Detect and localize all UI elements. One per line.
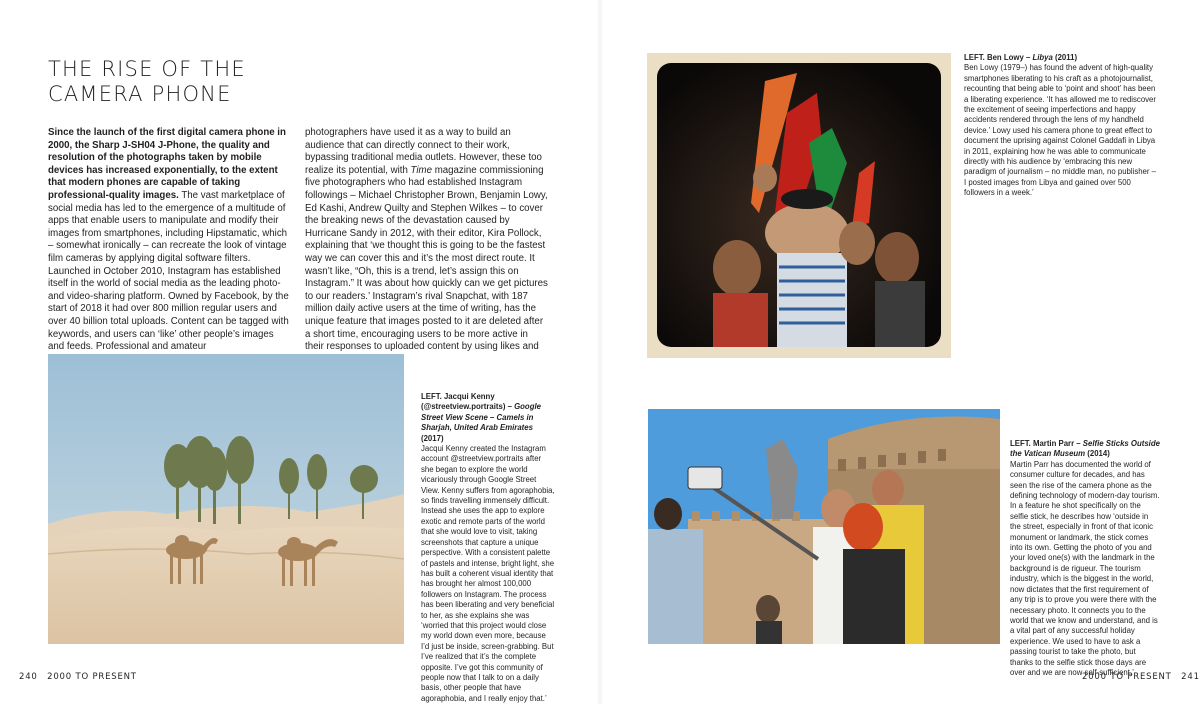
page-number-left: 240 bbox=[19, 672, 38, 682]
caption-kenny-title: Google Street View Scene – Camels in Sharjah, United Arab Emirates bbox=[421, 402, 541, 433]
camels-desert-photo bbox=[48, 354, 404, 644]
page-number-right: 241 bbox=[1181, 672, 1200, 682]
time-magazine-italic: Time bbox=[410, 164, 432, 176]
libya-protest-photo bbox=[647, 53, 951, 358]
body-column-2 bbox=[305, 127, 549, 366]
caption-kenny-head: LEFT. Jacqui Kenny (@streetview.portraits) – bbox=[421, 392, 515, 412]
body-column-2-text-b: magazine commissioning five photographers who had established Instagram followings – Michael Christopher Brown, Benjamin Lowy, Ed Kashi, Andrew Quilty and Stephen Wilkes – to cover the breaking news of the devastation caused by Hurricane Sandy in 2012, with their editor, Kira Pollock, explaining that ‘we thought this is going to be the fastest way we can cover this and it’s the most direct route. It wasn’t like, “Oh, this is a trend, let’s assign this on Instagram.” It was about how quickly can we get pictures to our readers.’ Instagram’s rival Snapchat, with 187 million daily active users at the time of writing, has the unique feature that images posted to it are deleted after a short time, encouraging users to be more active in their responses to uploaded content by using likes and bbox=[305, 164, 548, 353]
lead-paragraph: Since the launch of the first digital camera phone in 2000, the Sharp J-SH04 J-Phone, the quality and resolution of the photographs taken by mobile devices has increased exponentially, to the extent that modern phones are capable of taking professional-quality images. bbox=[48, 127, 286, 201]
caption-parr bbox=[1010, 439, 1160, 678]
selfie-stick-vatican-photo bbox=[648, 409, 1000, 644]
right-page bbox=[600, 0, 1200, 704]
caption-lowy-text: Ben Lowy (1979–) has found the advent of high-quality smartphones liberating to his craft as a photojournalist, recounting that being able to ‘point and shoot’ has been a liberating experience. ‘It has allowed me to rediscover the excitement of seeing imperfections and happy accidents rendered through the lens of my handheld device.’ Lowy used his camera phone to great effect to document the uprising against Colonel Gaddafi in Libya in 2011, explaining how he was able to communicate directly with his audience by ‘embracing this new paradigm of journalism – no middle man, no publisher – I posted images from Libya and gained over 500 followers in a week.’ bbox=[964, 63, 1156, 198]
caption-kenny bbox=[421, 392, 555, 704]
folio-left bbox=[19, 672, 137, 682]
caption-parr-year: (2014) bbox=[1085, 449, 1110, 459]
body-column-2-text-a: photographers have used it as a way to build an audience that can directly connect to their work, bypassing traditional media outlets. However, these too realize its potential, with bbox=[305, 127, 542, 176]
caption-parr-text: Martin Parr has documented the world of consumer culture for decades, and has seen the rise of the camera phone as the defining technology of modern-day tourism. In a feature he shot specifically on the selfie stick, he describes how ‘outside in the street, especially in front of that iconic monument or landmark, the stick comes into its own. Getting the photo of you and your loved one(s) with the landmark in the background is de rigueur. The tourism industry, which is the biggest in the world, now dictates that the first requirement of any trip is to prove you were there with the necessary photo. It connects you to the world that we know and understand, and is a vital part of any successful holiday experience. We used to have to ask a passing tourist to take the photo, but thanks to the selfie stick those days are over and we are now self-sufficient.’ bbox=[1010, 459, 1160, 677]
caption-lowy-title: Libya bbox=[1032, 53, 1053, 62]
caption-kenny-text: Jacqui Kenny created the Instagram account @streetview.portraits after she began to explore the world vicariously through Google Street View. Kenny suffers from agoraphobia, so finds travelling immensely difficult. Instead she uses the app to explore exotic and remote parts of the world that she would love to visit, taking screenshots that capture a unique perspective. With a consistent palette of pastels and intense, bright light, she has built a coherent visual identity that has brought her almost 100,000 followers on Instagram. The process has been liberating and very beneficial to her, as she explains she was ‘worried that this project would close my world down even more, because I’d just be inside, screen-grabbing. But I’ve realized that it’s the complete opposite. I’ve got this community of people now that I talk to on a daily basis, other people that have agoraphobia, and I really enjoy that.’ bbox=[421, 444, 555, 703]
body-column-1-text: The vast marketplace of social media has led to the emergence of a multitude of apps that enable users to manipulate and modify their images from smartphones, including Hipstamatic, which – somewhat ironically – can recreate the look of vintage film cameras by applying digital software filters. Launched in October 2010, Instagram has established itself in the world of social media as the leading photo- and video-sharing platform. Owned by Facebook, by the start of 2018 it had over 800 million regular users and over 40 billion total uploads. Content can be tagged with keywords, and users can ‘like’ other people’s images and feeds. Professional and amateur bbox=[48, 189, 289, 353]
chapter-title-line-1: THE RISE OF THE bbox=[48, 57, 246, 81]
caption-lowy-head: LEFT. Ben Lowy – bbox=[964, 53, 1033, 62]
caption-kenny-year: (2017) bbox=[421, 433, 444, 443]
caption-parr-title: Selfie Sticks Outside the Vatican Museum bbox=[1010, 439, 1160, 459]
chapter-title bbox=[48, 57, 368, 107]
section-name-right: 2000 TO PRESENT bbox=[1082, 672, 1172, 682]
caption-lowy bbox=[964, 53, 1160, 199]
section-name-left: 2000 TO PRESENT bbox=[47, 672, 137, 682]
caption-lowy-year: (2011) bbox=[1052, 53, 1078, 62]
caption-parr-head: LEFT. Martin Parr – bbox=[1010, 439, 1083, 448]
chapter-title-line-2: CAMERA PHONE bbox=[48, 82, 232, 106]
body-column-1 bbox=[48, 127, 292, 354]
folio-right bbox=[1082, 672, 1200, 682]
